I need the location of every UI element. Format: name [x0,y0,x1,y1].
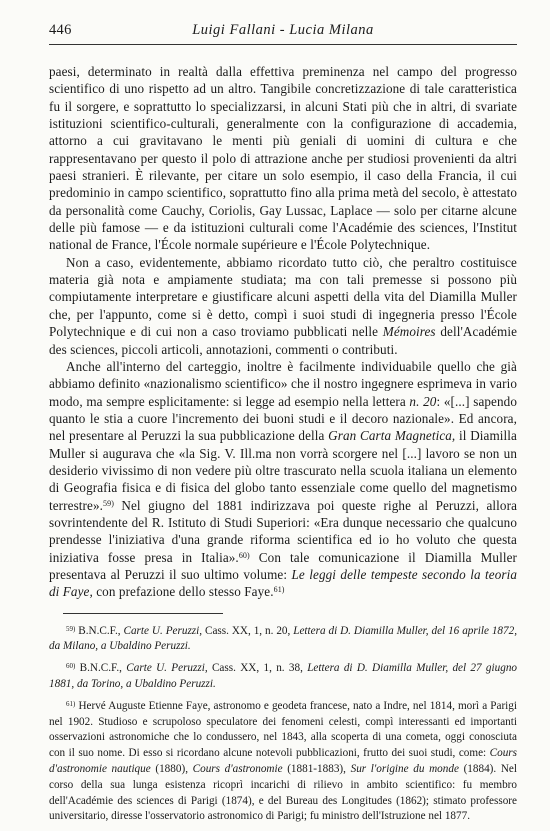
footnote-59: $^{59)}$ B.N.C.F., Carte U. Peruzzi, Cass. XX, 1, n. 20, Lettera di D. Diamilla Muller, del 16 aprile 1872, da Milano, a Ubaldino Peruzzi. [49,624,518,653]
footnote-divider [63,613,223,614]
paragraph-3: Anche all'interno del carteggio, inoltre è facilmente individuabile quello che già abbiamo definito «nazionalismo scientifico» che il nostro ingegnere esprimeva in vario modo, ma sempre esplicitamente: si legge ad esempio nella lettera n. 20: «[...] sapendo quanto le stia a cuore l'incremento dei buoni studi e il decoro nazionale». Ed ancora, nel presentare al Peruzzi la sua pubblicazione della Gran Carta Magnetica, il Diamilla Muller si augurava che «la Sig. V. Ill.ma non vorrà scorgere nel [...] lavoro se non un desiderio vivissimo di non vedere più oltre trascurato nella scuola italiana un elemento di Geografia fisica e di fisica del globo tanto essenziale come quello del magnetismo terrestre».$^{59)}$ Nel giugno del 1881 indirizzava poi queste righe al Peruzzi, allora sovrintendente del R. Istituto di Studi Superiori: «Era dunque necessario che qualcuno prendesse l'iniziativa d'una grande riforma scientifica ed io ho voluto che questa iniziativa fosse presa in Italia».$^{60)}$ Con tale comunicazione il Diamilla Muller presentava al Peruzzi il suo ultimo volume: Le leggi delle tempeste secondo la teoria di Faye, con prefazione dello stesso Faye.$^{61)}$ [49,358,518,600]
running-title: Luigi Fallani - Lucia Milana [192,22,374,38]
book-page [49,22,517,831]
page-header [49,22,517,45]
footnotes [49,624,517,826]
footnote-60: $^{60)}$ B.N.C.F., Carte U. Peruzzi, Cass. XX, 1, n. 38, Lettera di D. Diamilla Muller, del 27 giugno 1881, da Torino, a Ubaldino Peruzzi. [49,662,518,691]
paragraph-2: Non a caso, evidentemente, abbiamo ricordato tutto ciò, che peraltro costituisce materia già nota e ampiamente studiata; ma con tali premesse si possono più compiutamente interpretare e giustificare alcuni aspetti della vita del Diamilla Muller che, per l'appunto, come si è detto, compì i suoi studi di ingegneria presso l'École Polytechnique e di cui non a caso troviamo pubblicati nelle Mémoires dell'Académie des sciences, piccoli articoli, annotazioni, commenti o contributi. [49,254,517,357]
footnote-ref-60: 60) [238,550,250,560]
footnote-61: $^{61)}$ Hervé Auguste Etienne Faye, astronomo e geodeta francese, nato a Indre, nel 1814, morì a Parigi nel 1902. Studioso e scrupoloso speculatore dei fenomeni celesti, compì interessanti ed importanti osservazioni astronomiche che lo condussero, nel 1843, alla scoperta di una cometa, oggi conosciuta con il suo nome. Di esso si ricordano alcune notevoli pubblicazioni, frutto dei suoi studi, come: Cours d'astronomie nautique (1880), Cours d'astronomie (1881-1883), Sur l'origine du monde (1884). Nel corso della sua lunga esistenza ricoprì incarichi di rilievo in ambito scientifico: fu membro dell'Académie des sciences di Parigi (1874), e del Bureau des Longitudes (1862); stimato professore universitario, diresse l'osservatorio astronomico di Parigi; fu ministro dell'Istruzione nel 1877. [49,699,517,823]
footnote-ref-61: 61) [273,585,285,595]
page-number: 446 [49,22,72,38]
body-text [49,63,517,601]
paragraph-1: paesi, determinato in realtà dalla effettiva preminenza nel campo del progresso scientifico di uno rispetto ad un altro. Tangibile concretizzazione di tale caratteristica fu il sorgere, e soprattutto lo specializzarsi, in alcuni Stati più che in altri, di svariate istituzioni scientifico-culturali, generalmente con la configurazione di accademia, attorno a cui gravitavano le menti più geniali di uomini di cultura e che rappresentavano per questo il polo di attrazione anche per studiosi provenienti da altri paesi stranieri. È rilevante, per citare un solo esempio, il caso della Francia, il cui predominio in campo scientifico, soprattutto fino alla prima metà del secolo, è attestato da personalità come Cauchy, Coriolis, Gay Lussac, Laplace — solo per citarne alcune delle più famose — e da istituzioni culturali come l'Académie des sciences, l'Institut national de France, l'École normale supérieure e l'École Polytechnique. [49,64,517,253]
footnote-ref-59: 59) [103,498,114,508]
